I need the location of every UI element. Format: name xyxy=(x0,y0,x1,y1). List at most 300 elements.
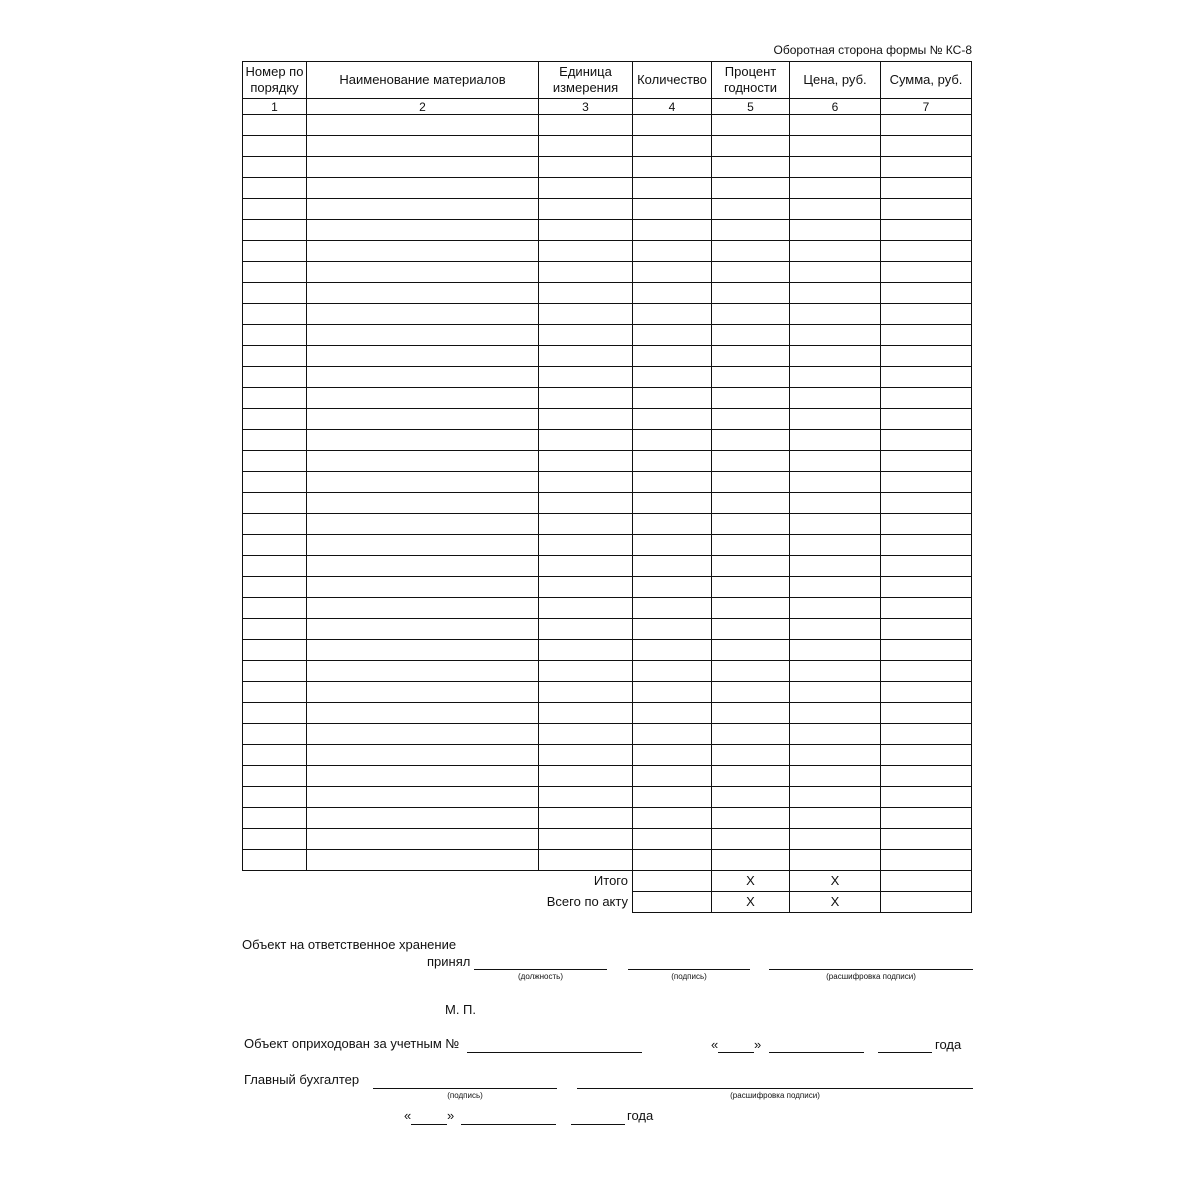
table-row xyxy=(243,682,972,703)
unit-cell[interactable] xyxy=(539,829,633,850)
sum-cell[interactable] xyxy=(881,556,972,577)
percent-cell[interactable] xyxy=(712,787,790,808)
percent-cell[interactable] xyxy=(712,808,790,829)
quantity-cell[interactable] xyxy=(633,703,712,724)
price-cell[interactable] xyxy=(790,556,881,577)
number-cell[interactable] xyxy=(243,598,307,619)
percent-cell[interactable] xyxy=(712,514,790,535)
price-cell[interactable] xyxy=(790,262,881,283)
percent-cell[interactable] xyxy=(712,745,790,766)
sum-cell[interactable] xyxy=(881,451,972,472)
percent-cell[interactable] xyxy=(712,619,790,640)
unit-cell[interactable] xyxy=(539,346,633,367)
unit-cell[interactable] xyxy=(539,766,633,787)
percent-cell[interactable] xyxy=(712,766,790,787)
material-cell[interactable] xyxy=(307,472,539,493)
quantity-cell[interactable] xyxy=(633,262,712,283)
unit-cell[interactable] xyxy=(539,199,633,220)
unit-cell[interactable] xyxy=(539,514,633,535)
sum-cell[interactable] xyxy=(881,577,972,598)
quantity-cell[interactable] xyxy=(633,619,712,640)
material-cell[interactable] xyxy=(307,262,539,283)
sum-cell[interactable] xyxy=(881,535,972,556)
material-cell[interactable] xyxy=(307,241,539,262)
unit-cell[interactable] xyxy=(539,493,633,514)
price-cell[interactable] xyxy=(790,787,881,808)
sum-cell[interactable] xyxy=(881,619,972,640)
price-cell[interactable] xyxy=(790,808,881,829)
sum-cell[interactable] xyxy=(881,514,972,535)
percent-cell[interactable] xyxy=(712,430,790,451)
price-cell[interactable] xyxy=(790,640,881,661)
quantity-cell[interactable] xyxy=(633,115,712,136)
unit-cell[interactable] xyxy=(539,178,633,199)
quantity-cell[interactable] xyxy=(633,304,712,325)
number-cell[interactable] xyxy=(243,619,307,640)
percent-cell[interactable] xyxy=(712,577,790,598)
number-cell[interactable] xyxy=(243,850,307,871)
price-cell[interactable] xyxy=(790,766,881,787)
number-cell[interactable] xyxy=(243,199,307,220)
percent-cell[interactable] xyxy=(712,682,790,703)
number-cell[interactable] xyxy=(243,241,307,262)
unit-cell[interactable] xyxy=(539,682,633,703)
price-cell[interactable] xyxy=(790,409,881,430)
accountant-decoding-caption: (расшифровка подписи) xyxy=(730,1091,820,1100)
number-cell[interactable] xyxy=(243,787,307,808)
price-cell[interactable] xyxy=(790,682,881,703)
signature-line[interactable] xyxy=(628,969,750,970)
position-line[interactable] xyxy=(474,969,607,970)
quote-open: « xyxy=(404,1108,412,1123)
material-cell[interactable] xyxy=(307,115,539,136)
number-cell[interactable] xyxy=(243,661,307,682)
price-cell[interactable] xyxy=(790,283,881,304)
material-cell[interactable] xyxy=(307,367,539,388)
material-cell[interactable] xyxy=(307,703,539,724)
sum-cell[interactable] xyxy=(881,829,972,850)
unit-cell[interactable] xyxy=(539,640,633,661)
sum-cell[interactable] xyxy=(881,178,972,199)
unit-cell[interactable] xyxy=(539,283,633,304)
table-row xyxy=(243,577,972,598)
table-row xyxy=(243,808,972,829)
quantity-cell[interactable] xyxy=(633,493,712,514)
price-cell[interactable] xyxy=(790,241,881,262)
unit-cell[interactable] xyxy=(539,745,633,766)
acceptance-label: Объект на ответственное хранение xyxy=(242,937,457,952)
sum-cell[interactable] xyxy=(881,115,972,136)
percent-cell[interactable] xyxy=(712,346,790,367)
sum-cell[interactable] xyxy=(881,724,972,745)
percent-cell[interactable] xyxy=(712,703,790,724)
col-header-quantity: Количество xyxy=(633,62,712,99)
percent-cell[interactable] xyxy=(712,661,790,682)
sum-cell[interactable] xyxy=(881,682,972,703)
quantity-cell[interactable] xyxy=(633,241,712,262)
percent-cell[interactable] xyxy=(712,598,790,619)
price-cell[interactable] xyxy=(790,157,881,178)
material-cell[interactable] xyxy=(307,409,539,430)
unit-cell[interactable] xyxy=(539,241,633,262)
quantity-cell[interactable] xyxy=(633,787,712,808)
material-cell[interactable] xyxy=(307,304,539,325)
unit-cell[interactable] xyxy=(539,115,633,136)
unit-cell[interactable] xyxy=(539,367,633,388)
number-cell[interactable] xyxy=(243,325,307,346)
percent-cell[interactable] xyxy=(712,451,790,472)
sum-cell[interactable] xyxy=(881,199,972,220)
percent-cell[interactable] xyxy=(712,283,790,304)
quantity-cell[interactable] xyxy=(633,829,712,850)
material-cell[interactable] xyxy=(307,829,539,850)
number-cell[interactable] xyxy=(243,178,307,199)
material-cell[interactable] xyxy=(307,535,539,556)
number-cell[interactable] xyxy=(243,220,307,241)
col-number: 1 xyxy=(243,99,307,115)
percent-cell[interactable] xyxy=(712,724,790,745)
sum-cell[interactable] xyxy=(881,241,972,262)
number-cell[interactable] xyxy=(243,829,307,850)
unit-cell[interactable] xyxy=(539,430,633,451)
sum-cell[interactable] xyxy=(881,766,972,787)
grand-total-price-x: X xyxy=(790,892,881,913)
material-cell[interactable] xyxy=(307,598,539,619)
quantity-cell[interactable] xyxy=(633,514,712,535)
grand-total-quantity-cell[interactable] xyxy=(633,892,712,913)
percent-cell[interactable] xyxy=(712,535,790,556)
sum-cell[interactable] xyxy=(881,808,972,829)
col-number: 3 xyxy=(539,99,633,115)
accepted-by-label: принял xyxy=(427,954,471,969)
quantity-cell[interactable] xyxy=(633,556,712,577)
unit-cell[interactable] xyxy=(539,535,633,556)
quantity-cell[interactable] xyxy=(633,661,712,682)
quantity-cell[interactable] xyxy=(633,724,712,745)
number-cell[interactable] xyxy=(243,682,307,703)
percent-cell[interactable] xyxy=(712,829,790,850)
quantity-cell[interactable] xyxy=(633,178,712,199)
quantity-cell[interactable] xyxy=(633,325,712,346)
grand-total-percent-x: X xyxy=(712,892,790,913)
quantity-cell[interactable] xyxy=(633,808,712,829)
registration-day-line[interactable] xyxy=(718,1052,754,1053)
unit-cell[interactable] xyxy=(539,598,633,619)
number-cell[interactable] xyxy=(243,346,307,367)
number-cell[interactable] xyxy=(243,514,307,535)
col-header-number: Номер по порядку xyxy=(243,62,307,99)
percent-cell[interactable] xyxy=(712,472,790,493)
material-cell[interactable] xyxy=(307,808,539,829)
number-cell[interactable] xyxy=(243,640,307,661)
sum-cell[interactable] xyxy=(881,388,972,409)
price-cell[interactable] xyxy=(790,178,881,199)
price-cell[interactable] xyxy=(790,451,881,472)
unit-cell[interactable] xyxy=(539,472,633,493)
material-cell[interactable] xyxy=(307,766,539,787)
material-cell[interactable] xyxy=(307,556,539,577)
material-cell[interactable] xyxy=(307,283,539,304)
price-cell[interactable] xyxy=(790,703,881,724)
sum-cell[interactable] xyxy=(881,430,972,451)
col-number: 4 xyxy=(633,99,712,115)
unit-cell[interactable] xyxy=(539,325,633,346)
sum-cell[interactable] xyxy=(881,787,972,808)
sum-cell[interactable] xyxy=(881,703,972,724)
grand-total-sum-cell[interactable] xyxy=(881,892,972,913)
material-cell[interactable] xyxy=(307,493,539,514)
price-cell[interactable] xyxy=(790,724,881,745)
material-cell[interactable] xyxy=(307,724,539,745)
quantity-cell[interactable] xyxy=(633,766,712,787)
price-cell[interactable] xyxy=(790,493,881,514)
number-cell[interactable] xyxy=(243,430,307,451)
table-row xyxy=(243,325,972,346)
sum-cell[interactable] xyxy=(881,598,972,619)
table-row xyxy=(243,430,972,451)
material-cell[interactable] xyxy=(307,451,539,472)
number-cell[interactable] xyxy=(243,556,307,577)
price-cell[interactable] xyxy=(790,199,881,220)
material-cell[interactable] xyxy=(307,514,539,535)
sum-cell[interactable] xyxy=(881,304,972,325)
sum-cell[interactable] xyxy=(881,283,972,304)
number-cell[interactable] xyxy=(243,808,307,829)
unit-cell[interactable] xyxy=(539,304,633,325)
percent-cell[interactable] xyxy=(712,850,790,871)
quantity-cell[interactable] xyxy=(633,451,712,472)
percent-cell[interactable] xyxy=(712,556,790,577)
unit-cell[interactable] xyxy=(539,619,633,640)
quantity-cell[interactable] xyxy=(633,577,712,598)
quantity-cell[interactable] xyxy=(633,850,712,871)
sum-cell[interactable] xyxy=(881,661,972,682)
sum-cell[interactable] xyxy=(881,220,972,241)
percent-cell[interactable] xyxy=(712,304,790,325)
quantity-cell[interactable] xyxy=(633,535,712,556)
number-cell[interactable] xyxy=(243,766,307,787)
table-row xyxy=(243,115,972,136)
material-cell[interactable] xyxy=(307,682,539,703)
quote-open: « xyxy=(711,1037,719,1052)
percent-cell[interactable] xyxy=(712,136,790,157)
material-cell[interactable] xyxy=(307,157,539,178)
number-cell[interactable] xyxy=(243,157,307,178)
registration-month-line[interactable] xyxy=(769,1052,864,1053)
table-row xyxy=(243,703,972,724)
number-cell[interactable] xyxy=(243,724,307,745)
accountant-signature-line[interactable] xyxy=(373,1088,557,1089)
material-cell[interactable] xyxy=(307,577,539,598)
quantity-cell[interactable] xyxy=(633,136,712,157)
quantity-cell[interactable] xyxy=(633,283,712,304)
percent-cell[interactable] xyxy=(712,388,790,409)
number-cell[interactable] xyxy=(243,703,307,724)
material-cell[interactable] xyxy=(307,745,539,766)
accountant-decoding-line[interactable] xyxy=(577,1088,973,1089)
number-cell[interactable] xyxy=(243,409,307,430)
price-cell[interactable] xyxy=(790,325,881,346)
sum-cell[interactable] xyxy=(881,346,972,367)
price-cell[interactable] xyxy=(790,367,881,388)
accountant-day-line[interactable] xyxy=(411,1124,447,1125)
quantity-cell[interactable] xyxy=(633,598,712,619)
percent-cell[interactable] xyxy=(712,493,790,514)
sum-cell[interactable] xyxy=(881,493,972,514)
unit-cell[interactable] xyxy=(539,661,633,682)
unit-cell[interactable] xyxy=(539,703,633,724)
price-cell[interactable] xyxy=(790,115,881,136)
accountant-year-line[interactable] xyxy=(571,1124,625,1125)
chief-accountant-label: Главный бухгалтер xyxy=(244,1072,360,1087)
quantity-cell[interactable] xyxy=(633,745,712,766)
table-row xyxy=(243,304,972,325)
percent-cell[interactable] xyxy=(712,157,790,178)
number-cell[interactable] xyxy=(243,367,307,388)
unit-cell[interactable] xyxy=(539,157,633,178)
number-cell[interactable] xyxy=(243,451,307,472)
quantity-cell[interactable] xyxy=(633,430,712,451)
unit-cell[interactable] xyxy=(539,724,633,745)
number-cell[interactable] xyxy=(243,577,307,598)
price-cell[interactable] xyxy=(790,577,881,598)
price-cell[interactable] xyxy=(790,514,881,535)
sum-cell[interactable] xyxy=(881,262,972,283)
price-cell[interactable] xyxy=(790,535,881,556)
unit-cell[interactable] xyxy=(539,409,633,430)
total-sum-cell[interactable] xyxy=(881,871,972,892)
total-quantity-cell[interactable] xyxy=(633,871,712,892)
percent-cell[interactable] xyxy=(712,640,790,661)
quantity-cell[interactable] xyxy=(633,409,712,430)
stamp-place: М. П. xyxy=(445,1002,477,1017)
col-header-material: Наименование материалов xyxy=(307,62,539,99)
unit-cell[interactable] xyxy=(539,451,633,472)
price-cell[interactable] xyxy=(790,472,881,493)
material-cell[interactable] xyxy=(307,346,539,367)
price-cell[interactable] xyxy=(790,220,881,241)
price-cell[interactable] xyxy=(790,745,881,766)
number-cell[interactable] xyxy=(243,115,307,136)
percent-cell[interactable] xyxy=(712,199,790,220)
unit-cell[interactable] xyxy=(539,808,633,829)
quantity-cell[interactable] xyxy=(633,640,712,661)
number-cell[interactable] xyxy=(243,745,307,766)
material-cell[interactable] xyxy=(307,619,539,640)
quote-close: » xyxy=(754,1037,762,1052)
number-cell[interactable] xyxy=(243,262,307,283)
percent-cell[interactable] xyxy=(712,178,790,199)
price-cell[interactable] xyxy=(790,388,881,409)
unit-cell[interactable] xyxy=(539,388,633,409)
sum-cell[interactable] xyxy=(881,157,972,178)
material-cell[interactable] xyxy=(307,661,539,682)
col-number: 7 xyxy=(881,99,972,115)
material-cell[interactable] xyxy=(307,640,539,661)
number-cell[interactable] xyxy=(243,535,307,556)
material-cell[interactable] xyxy=(307,136,539,157)
price-cell[interactable] xyxy=(790,829,881,850)
quantity-cell[interactable] xyxy=(633,199,712,220)
material-cell[interactable] xyxy=(307,430,539,451)
percent-cell[interactable] xyxy=(712,367,790,388)
percent-cell[interactable] xyxy=(712,115,790,136)
price-cell[interactable] xyxy=(790,661,881,682)
quantity-cell[interactable] xyxy=(633,157,712,178)
sum-cell[interactable] xyxy=(881,136,972,157)
percent-cell[interactable] xyxy=(712,409,790,430)
price-cell[interactable] xyxy=(790,598,881,619)
unit-cell[interactable] xyxy=(539,577,633,598)
accountant-month-line[interactable] xyxy=(461,1124,556,1125)
total-row xyxy=(243,871,972,892)
sum-cell[interactable] xyxy=(881,367,972,388)
registration-label: Объект оприходован за учетным № xyxy=(244,1036,460,1051)
table-row xyxy=(243,262,972,283)
sum-cell[interactable] xyxy=(881,325,972,346)
percent-cell[interactable] xyxy=(712,241,790,262)
quantity-cell[interactable] xyxy=(633,346,712,367)
unit-cell[interactable] xyxy=(539,556,633,577)
price-cell[interactable] xyxy=(790,850,881,871)
unit-cell[interactable] xyxy=(539,787,633,808)
unit-cell[interactable] xyxy=(539,220,633,241)
unit-cell[interactable] xyxy=(539,262,633,283)
percent-cell[interactable] xyxy=(712,325,790,346)
sum-cell[interactable] xyxy=(881,409,972,430)
table-row xyxy=(243,472,972,493)
grand-total-row xyxy=(243,892,972,913)
sum-cell[interactable] xyxy=(881,472,972,493)
quantity-cell[interactable] xyxy=(633,472,712,493)
material-cell[interactable] xyxy=(307,325,539,346)
price-cell[interactable] xyxy=(790,346,881,367)
material-cell[interactable] xyxy=(307,199,539,220)
quantity-cell[interactable] xyxy=(633,388,712,409)
number-cell[interactable] xyxy=(243,304,307,325)
sum-cell[interactable] xyxy=(881,640,972,661)
price-cell[interactable] xyxy=(790,619,881,640)
price-cell[interactable] xyxy=(790,136,881,157)
quantity-cell[interactable] xyxy=(633,682,712,703)
percent-cell[interactable] xyxy=(712,262,790,283)
unit-cell[interactable] xyxy=(539,136,633,157)
sum-cell[interactable] xyxy=(881,745,972,766)
material-cell[interactable] xyxy=(307,178,539,199)
number-cell[interactable] xyxy=(243,388,307,409)
signature-caption: (подпись) xyxy=(671,972,707,981)
price-cell[interactable] xyxy=(790,430,881,451)
material-cell[interactable] xyxy=(307,220,539,241)
registration-year-line[interactable] xyxy=(878,1052,932,1053)
number-cell[interactable] xyxy=(243,472,307,493)
registration-number-line[interactable] xyxy=(467,1052,642,1053)
number-cell[interactable] xyxy=(243,283,307,304)
price-cell[interactable] xyxy=(790,304,881,325)
number-cell[interactable] xyxy=(243,136,307,157)
sum-cell[interactable] xyxy=(881,850,972,871)
material-cell[interactable] xyxy=(307,850,539,871)
quantity-cell[interactable] xyxy=(633,367,712,388)
material-cell[interactable] xyxy=(307,388,539,409)
material-cell[interactable] xyxy=(307,787,539,808)
signature-decoding-line[interactable] xyxy=(769,969,973,970)
table-row xyxy=(243,640,972,661)
quantity-cell[interactable] xyxy=(633,220,712,241)
unit-cell[interactable] xyxy=(539,850,633,871)
percent-cell[interactable] xyxy=(712,220,790,241)
number-cell[interactable] xyxy=(243,493,307,514)
